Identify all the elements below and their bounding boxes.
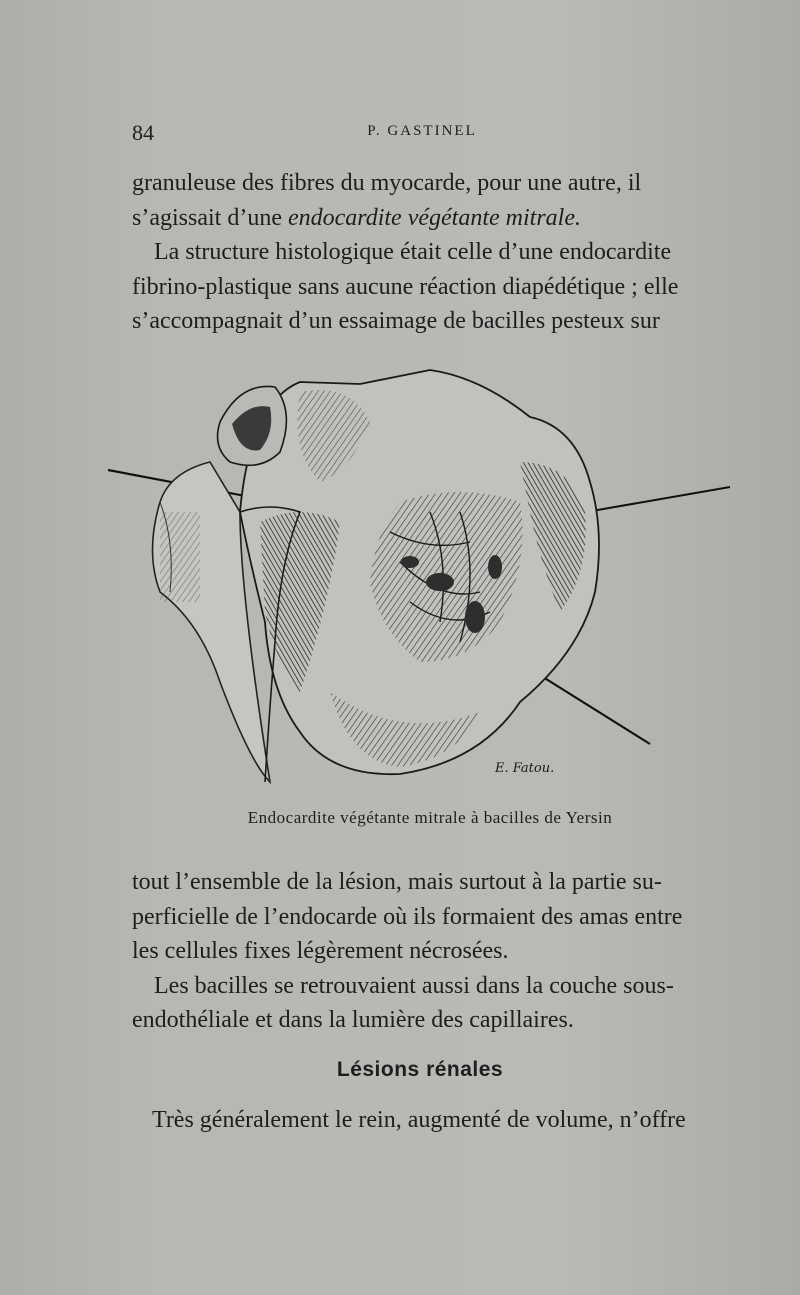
page-number: 84 xyxy=(132,120,154,145)
text-line: fibrino-plastique sans aucune réaction diapédétique ; elle xyxy=(132,273,679,300)
text-line: endothéliale et dans la lumière des capillaires. xyxy=(132,1007,574,1033)
text-line: Très généralement le rein, augmenté de volume, n’offre xyxy=(152,1107,686,1133)
italic-term: endocardite végétante mitrale. xyxy=(287,204,581,231)
running-head: P. GASTINEL xyxy=(367,123,477,139)
heart-illustration xyxy=(100,362,740,792)
text-block-lower xyxy=(132,865,717,1038)
section-heading: Lésions rénales xyxy=(336,1058,504,1081)
page-header xyxy=(132,120,712,150)
text-line: Les bacilles se retrouvaient aussi dans la couche sous- xyxy=(154,972,674,999)
text-line: granuleuse des fibres du myocarde, pour une autre, il xyxy=(132,170,642,196)
text-span: s’agissait d’une xyxy=(132,204,288,231)
text-line xyxy=(132,201,717,236)
illustrator-signature: E. Fatou. xyxy=(495,761,555,776)
figure-caption: Endocardite végétante mitrale à bacilles de Yersin xyxy=(247,808,613,827)
text-line: s’accompagnait d’un essaimage de bacilles pesteux sur xyxy=(132,308,660,334)
text-line: les cellules fixes légèrement nécrosées. xyxy=(132,938,509,964)
text-line: tout l’ensemble de la lésion, mais surtout à la partie su- xyxy=(132,869,662,895)
heart-drawing xyxy=(100,362,740,792)
text-line: La structure histologique était celle d’une endocardite xyxy=(154,239,672,265)
text-line: perficielle de l’endocarde où ils formaient des amas entre xyxy=(132,903,683,930)
text-block-upper xyxy=(132,166,717,339)
